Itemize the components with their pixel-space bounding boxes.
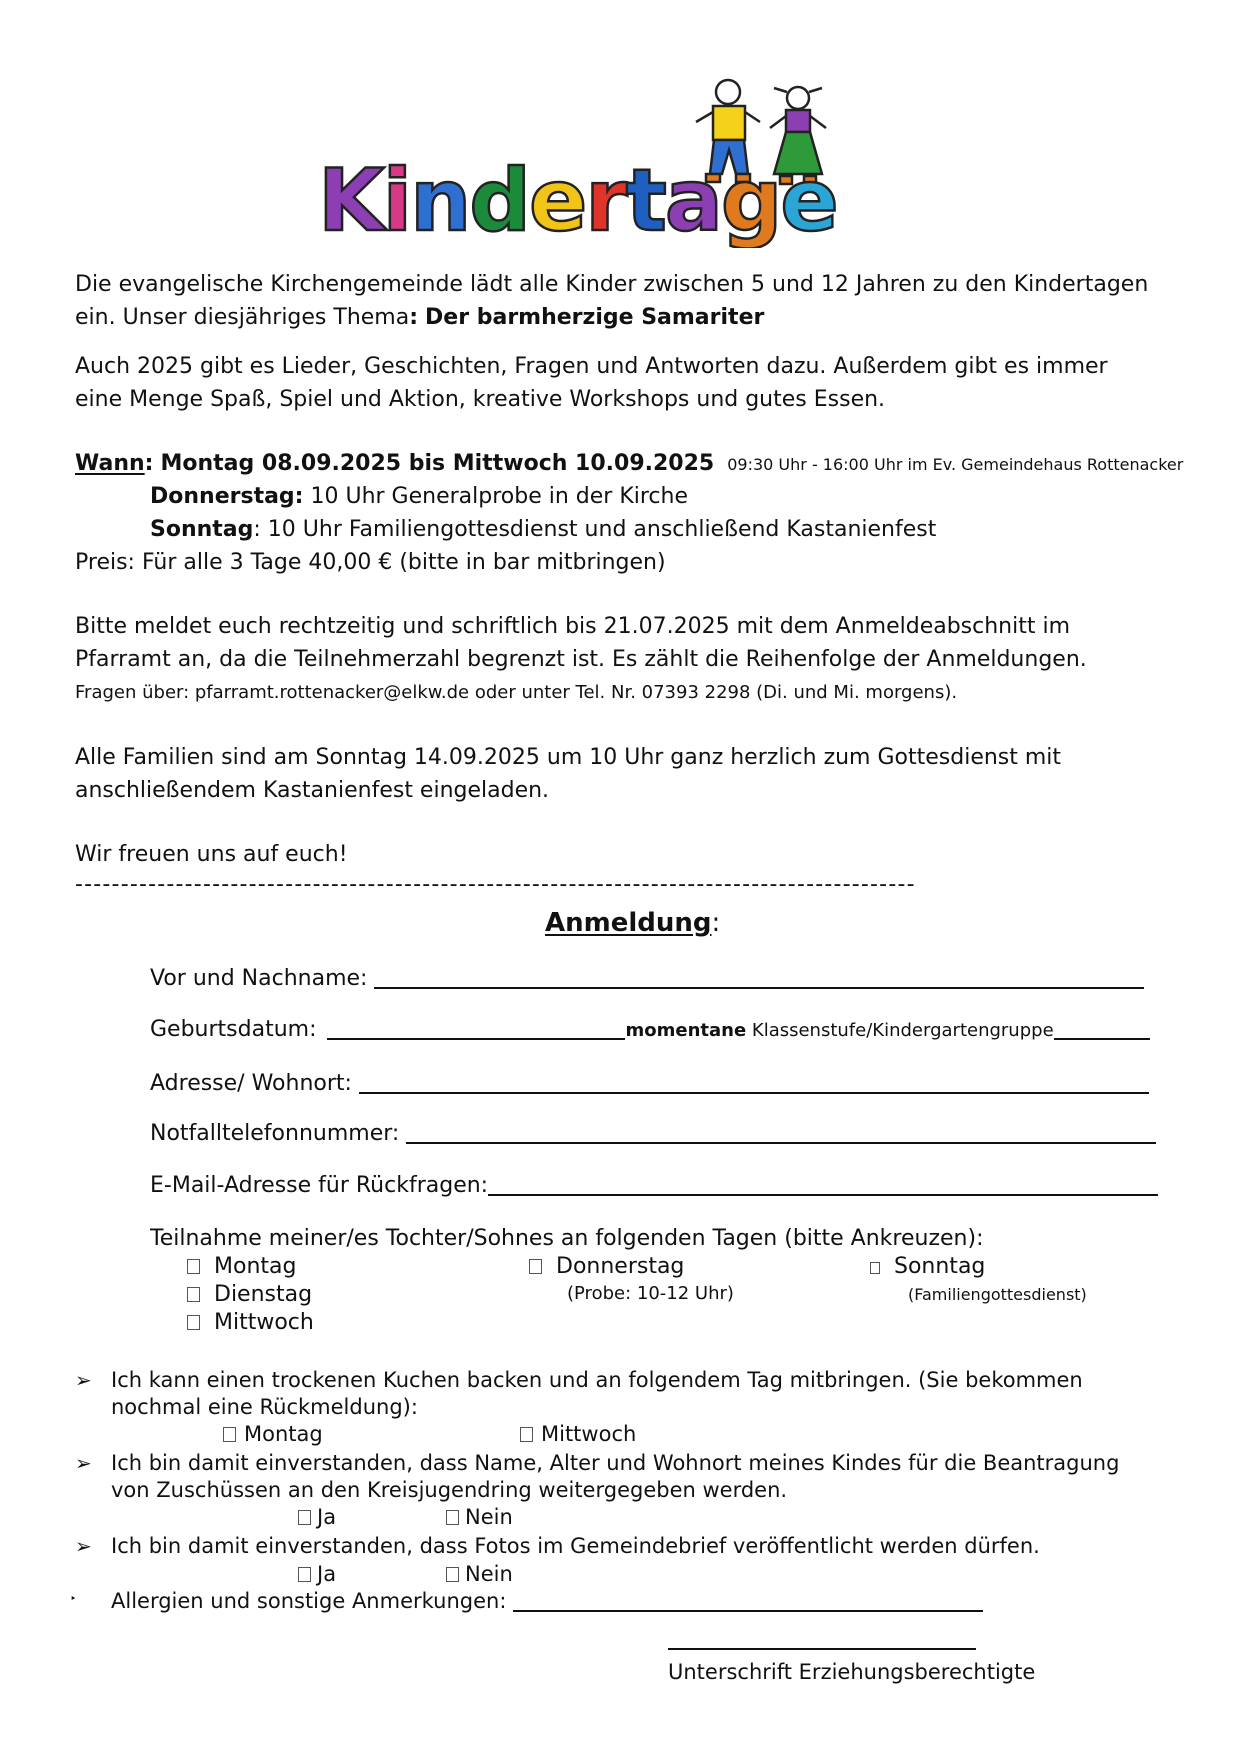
checkbox-icon[interactable] <box>446 1567 459 1582</box>
geb-label: Geburtsdatum: <box>150 1017 317 1042</box>
allergien-label: Allergien und sonstige Anmerkungen: <box>111 1589 507 1613</box>
checkbox-icon[interactable] <box>223 1427 236 1442</box>
logo-letter: e <box>780 151 837 248</box>
intro-colon: : <box>409 305 419 330</box>
wann-dates: Montag 08.09.2025 bis Mittwoch 10.09.2025 <box>160 451 715 476</box>
checkbox-icon[interactable] <box>870 1262 880 1274</box>
logo-letter: K <box>318 151 383 248</box>
small-bullet-icon: ‣ <box>70 1592 77 1605</box>
cut-divider: -------------------------------------------------------------------------------------------- <box>75 872 916 897</box>
wann-colon: : <box>144 451 154 476</box>
daten-line-2: von Zuschüssen an den Kreisjugendring weitergegeben werden. <box>111 1478 788 1502</box>
arrow-bullet-icon: ➢ <box>75 1451 92 1475</box>
wann-time: 09:30 Uhr - 16:00 Uhr im Ev. Gemeindehaus Rottenacker <box>727 455 1184 474</box>
adresse-label: Adresse/ Wohnort: <box>150 1071 352 1096</box>
kuchen-mittwoch-label: Mittwoch <box>541 1422 637 1446</box>
family-line-2: anschließendem Kastanienfest eingeladen. <box>75 778 550 803</box>
fotos-bullet <box>75 1530 92 1563</box>
email-field-row <box>150 1169 1158 1202</box>
day-mittwoch-label: Mittwoch <box>214 1310 314 1335</box>
day-dienstag-label: Dienstag <box>214 1282 313 1307</box>
logo-letter: e <box>528 151 586 248</box>
daten-line-1: Ich bin damit einverstanden, dass Name, Alter und Wohnort meines Kindes für die Beantragung <box>111 1451 1120 1475</box>
day-sonntag-label: Sonntag <box>894 1254 986 1279</box>
sonntag-line <box>150 513 936 546</box>
kindertage-logo <box>318 78 848 248</box>
checkbox-icon[interactable] <box>298 1567 311 1582</box>
adresse-field[interactable] <box>359 1091 1149 1094</box>
birthdate-field[interactable] <box>327 1037 625 1040</box>
email-label: E-Mail-Adresse für Rückfragen: <box>150 1173 489 1198</box>
kuchen-bullet <box>75 1364 92 1397</box>
wann-label: Wann <box>75 451 145 476</box>
name-label: Vor und Nachname: <box>150 966 368 991</box>
checkbox-icon[interactable] <box>187 1259 200 1274</box>
fotos-ja-label: Ja <box>317 1562 337 1586</box>
intro-line-1: Die evangelische Kirchengemeinde lädt alle Kinder zwischen 5 und 12 Jahren zu den Kindertagen <box>75 272 1149 297</box>
logo-wordmark <box>318 151 837 248</box>
allergien-row <box>111 1585 983 1618</box>
wann-line <box>75 447 1183 481</box>
day-sonntag[interactable] <box>870 1250 985 1283</box>
kuchen-line-2: nochmal eine Rückmeldung): <box>111 1395 418 1419</box>
checkbox-icon[interactable] <box>529 1259 542 1274</box>
logo-letter: t <box>625 151 665 248</box>
day-donnerstag[interactable] <box>529 1250 684 1283</box>
intro-theme-prefix: ein. Unser diesjähriges Thema <box>75 305 410 330</box>
klasse-bold: momentane <box>625 1020 747 1041</box>
email-field[interactable] <box>488 1193 1158 1196</box>
family-line-1: Alle Familien sind am Sonntag 14.09.2025 um 10 Uhr ganz herzlich zum Gottesdienst mit <box>75 745 1062 770</box>
allergien-field[interactable] <box>513 1609 983 1612</box>
kuchen-line-1: Ich kann einen trockenen Kuchen backen und an folgendem Tag mitbringen. (Sie bekommen <box>111 1368 1083 1392</box>
arrow-bullet-icon: ➢ <box>75 1534 92 1558</box>
fotos-line-1: Ich bin damit einverstanden, dass Fotos im Gemeindebrief veröffentlicht werden dürfen. <box>111 1534 1040 1558</box>
donnerstag-note: (Probe: 10-12 Uhr) <box>567 1283 734 1304</box>
notfall-field[interactable] <box>406 1141 1156 1144</box>
notfall-label: Notfalltelefonnummer: <box>150 1121 400 1146</box>
name-field[interactable] <box>374 986 1144 989</box>
logo-letter: r <box>585 151 626 248</box>
preis-line: Preis: Für alle 3 Tage 40,00 € (bitte in bar mitbringen) <box>75 550 666 575</box>
checkbox-icon[interactable] <box>520 1427 533 1442</box>
intro-line-4: eine Menge Spaß, Spiel und Aktion, kreative Workshops und gutes Essen. <box>75 387 886 412</box>
sonntag-label: Sonntag <box>150 517 254 542</box>
intro-line-2 <box>75 301 764 334</box>
day-donnerstag-label: Donnerstag <box>556 1254 685 1279</box>
day-montag-label: Montag <box>214 1254 297 1279</box>
reg-info-line-1: Bitte meldet euch rechtzeitig und schriftlich bis 21.07.2025 mit dem Anmeldeabschnitt im <box>75 614 1071 639</box>
checkbox-icon[interactable] <box>187 1287 200 1302</box>
donnerstag-line <box>150 480 688 513</box>
checkbox-icon[interactable] <box>298 1510 311 1525</box>
logo-letter: i <box>382 151 411 248</box>
teilnahme-label: Teilnahme meiner/es Tochter/Sohnes an folgenden Tagen (bitte Ankreuzen): <box>150 1226 984 1251</box>
sonntag-note: (Familiengottesdienst) <box>908 1285 1087 1304</box>
form-title-colon: : <box>711 908 721 938</box>
geb-field-row <box>150 1013 1150 1047</box>
logo-letter: a <box>664 151 721 248</box>
fotos-nein-label: Nein <box>465 1562 513 1586</box>
signature-label: Unterschrift Erziehungsberechtigte <box>668 1660 1036 1684</box>
arrow-bullet-icon: ➢ <box>75 1368 92 1392</box>
donnerstag-label: Donnerstag: <box>150 484 304 509</box>
logo-letter: n <box>410 151 470 248</box>
reg-info-line-2: Pfarramt an, da die Teilnehmerzahl begrenzt ist. Es zählt die Reihenfolge der Anmeldungen. <box>75 647 1087 672</box>
checkbox-icon[interactable] <box>446 1510 459 1525</box>
kuchen-montag-label: Montag <box>244 1422 323 1446</box>
daten-nein-label: Nein <box>465 1505 513 1529</box>
daten-bullet <box>75 1447 92 1480</box>
logo-letter: d <box>469 151 529 248</box>
notfall-field-row <box>150 1117 1156 1150</box>
daten-ja-label: Ja <box>317 1505 337 1529</box>
logo-letter: g <box>720 151 781 248</box>
day-mittwoch[interactable] <box>187 1306 314 1339</box>
reg-info-contact: Fragen über: pfarramt.rottenacker@elkw.de oder unter Tel. Nr. 07393 2298 (Di. und Mi. morgens). <box>75 682 958 703</box>
intro-line-3: Auch 2025 gibt es Lieder, Geschichten, Fragen und Antworten dazu. Außerdem gibt es immer <box>75 354 1108 379</box>
signature-line[interactable] <box>668 1648 976 1650</box>
form-title-text: Anmeldung <box>545 908 712 938</box>
klasse-field[interactable] <box>1054 1037 1150 1040</box>
name-field-row <box>150 962 1144 995</box>
sonntag-text: : 10 Uhr Familiengottesdienst und anschließend Kastanienfest <box>253 517 937 542</box>
theme-title: Der barmherzige Samariter <box>425 305 765 330</box>
donnerstag-text: 10 Uhr Generalprobe in der Kirche <box>310 484 688 509</box>
checkbox-icon[interactable] <box>187 1315 200 1330</box>
form-title <box>545 905 720 941</box>
adresse-field-row <box>150 1067 1149 1100</box>
closing-text: Wir freuen uns auf euch! <box>75 842 348 867</box>
klasse-label: Klassenstufe/Kindergartengruppe <box>746 1020 1054 1041</box>
